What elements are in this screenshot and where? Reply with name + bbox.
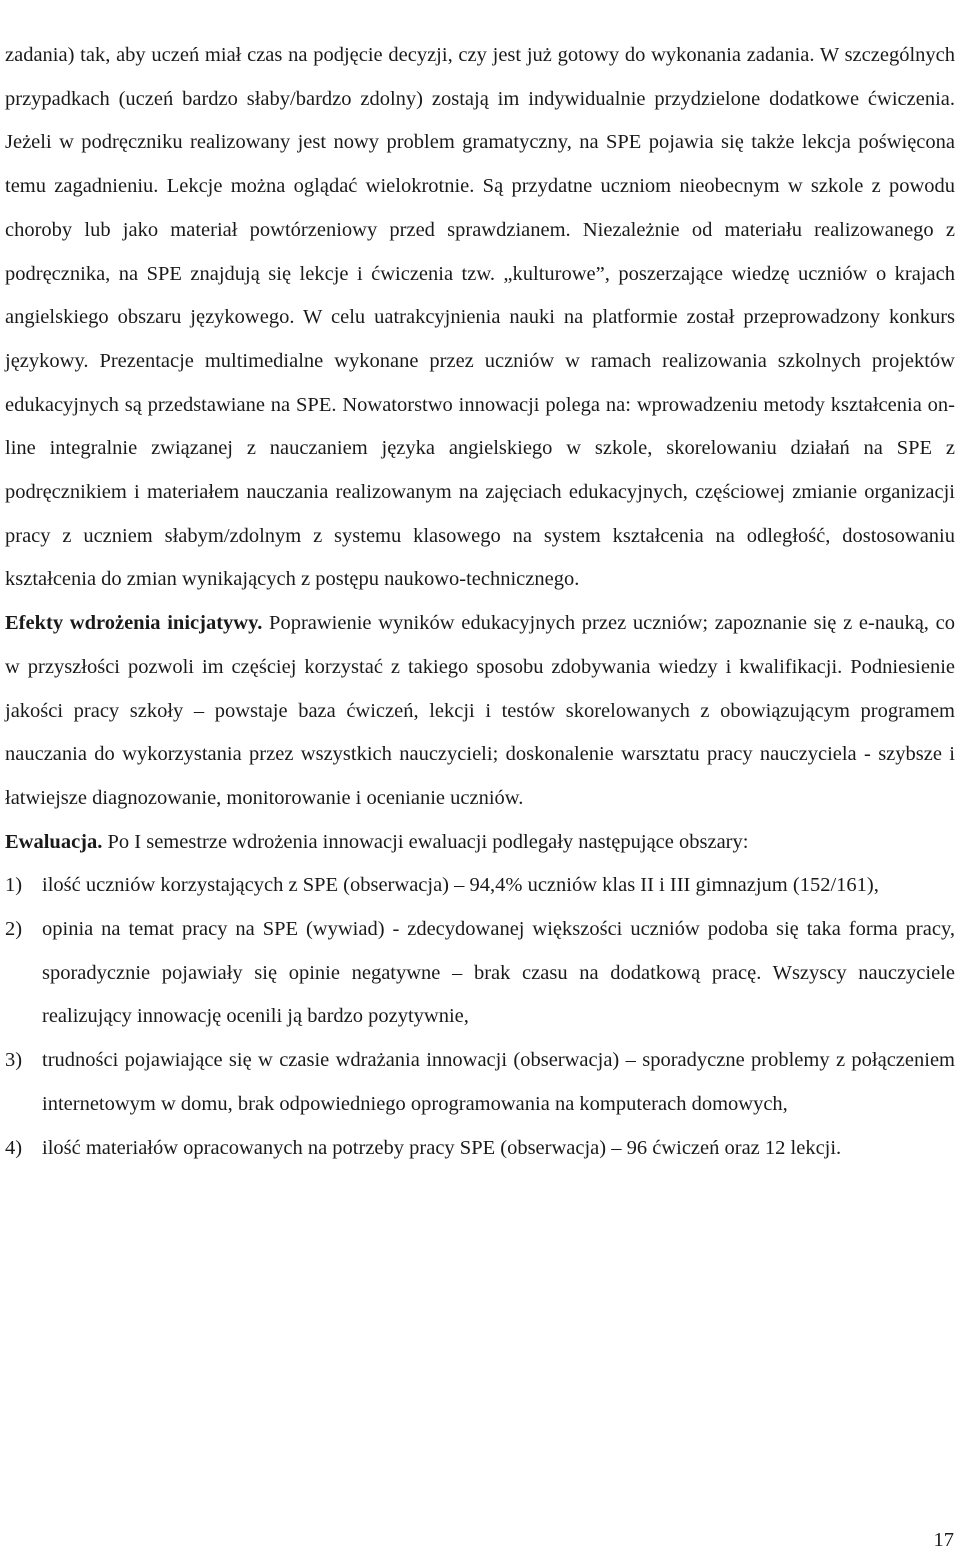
paragraph-intro-text: zadania) tak, aby uczeń miał czas na podjęcie decyzji, czy jest już gotowy do wykonania zadania. W szczególnych przypadkach (uczeń bardzo słaby/bardzo zdolny) zostają im indywidualnie przydzielone dodatkowe ćwiczenia. Jeżeli w podręczniku realizowany jest nowy problem gramatyczny, na SPE pojawia się także lekcja poświęcona temu zagadnieniu. Lekcje można oglądać wielokrotnie. Są przydatne uczniom nieobecnym w szkole z powodu choroby lub jako materiał powtórzeniowy przed sprawdzianem. Niezależnie od materiału realizowanego z podręcznika, na SPE znajdują się lekcje i ćwiczenia tzw. „kulturowe”, poszerzające wiedzę uczniów o krajach angielskiego obszaru językowego. W celu uatrakcyjnienia nauki na platformie został przeprowadzony konkurs językowy. Prezentacje multimedialne wykonane przez uczniów w ramach realizowania szkolnych projektów edukacyjnych są przedstawiane na SPE. Nowatorstwo innowacji polega na: wprowadzeniu metody kształcenia on-line integralnie związanej z nauczaniem języka angielskiego w szkole, skorelowaniu działań na SPE z podręcznikiem i materiałem nauczania realizowanym na zajęciach edukacyjnych, częściowej zmianie organizacji pracy z uczniem słabym/zdolnym z systemu klasowego na system kształcenia na odległość, dostosowaniu kształcenia do zmian wynikających z postępu naukowo-technicznego. [5, 44, 955, 591]
paragraph-effects-heading: Efekty wdrożenia inicjatywy. [5, 612, 263, 635]
list-item-text: opinia na temat pracy na SPE (wywiad) - zdecydowanej większości uczniów podoba się taka forma pracy, sporadycznie pojawiały się opinie negatywne – brak czasu na dodatkową pracę. Wszyscy nauczyciele realizujący innowację ocenili ją bardzo pozytywnie, [42, 918, 955, 1028]
list-item-number: 1) [5, 874, 23, 897]
list-item-number: 4) [5, 1136, 23, 1159]
list-item-text: trudności pojawiające się w czasie wdrażania innowacji (obserwacja) – sporadyczne problemy z połączeniem internetowym w domu, brak odpowiedniego oprogramowania na komputerach domowych, [42, 1049, 955, 1115]
list-item [5, 864, 955, 908]
list-item [5, 908, 955, 1039]
paragraph-effects [5, 602, 955, 821]
list-item-text: ilość uczniów korzystających z SPE (obserwacja) – 94,4% uczniów klas II i III gimnazjum (152/161), [42, 874, 879, 897]
list-item-number: 3) [5, 1049, 23, 1072]
list-item-number: 2) [5, 918, 23, 941]
document-page [5, 34, 955, 1170]
paragraph-evaluation [5, 821, 955, 865]
paragraph-evaluation-text: Po I semestrze wdrożenia innowacji ewaluacji podlegały następujące obszary: [102, 830, 749, 853]
paragraph-effects-text: Poprawienie wyników edukacyjnych przez uczniów; zapoznanie się z e-nauką, co w przyszłości pozwoli im częściej korzystać z takiego sposobu zdobywania wiedzy i kwalifikacji. Podniesienie jakości pracy szkoły – powstaje baza ćwiczeń, lekcji i testów skorelowanych z obowiązującym programem nauczania do wykorzystania przez wszystkich nauczycieli; doskonalenie warsztatu pracy nauczyciela - szybsze i łatwiejsze diagnozowanie, monitorowanie i ocenianie uczniów. [5, 612, 955, 809]
page-number: 17 [933, 1529, 954, 1551]
list-item [5, 1039, 955, 1126]
paragraph-intro [5, 34, 955, 602]
list-item-text: ilość materiałów opracowanych na potrzeby pracy SPE (obserwacja) – 96 ćwiczeń oraz 12 lekcji. [42, 1136, 842, 1159]
evaluation-list [5, 864, 955, 1170]
paragraph-evaluation-heading: Ewaluacja. [5, 830, 103, 853]
list-item [5, 1127, 955, 1171]
